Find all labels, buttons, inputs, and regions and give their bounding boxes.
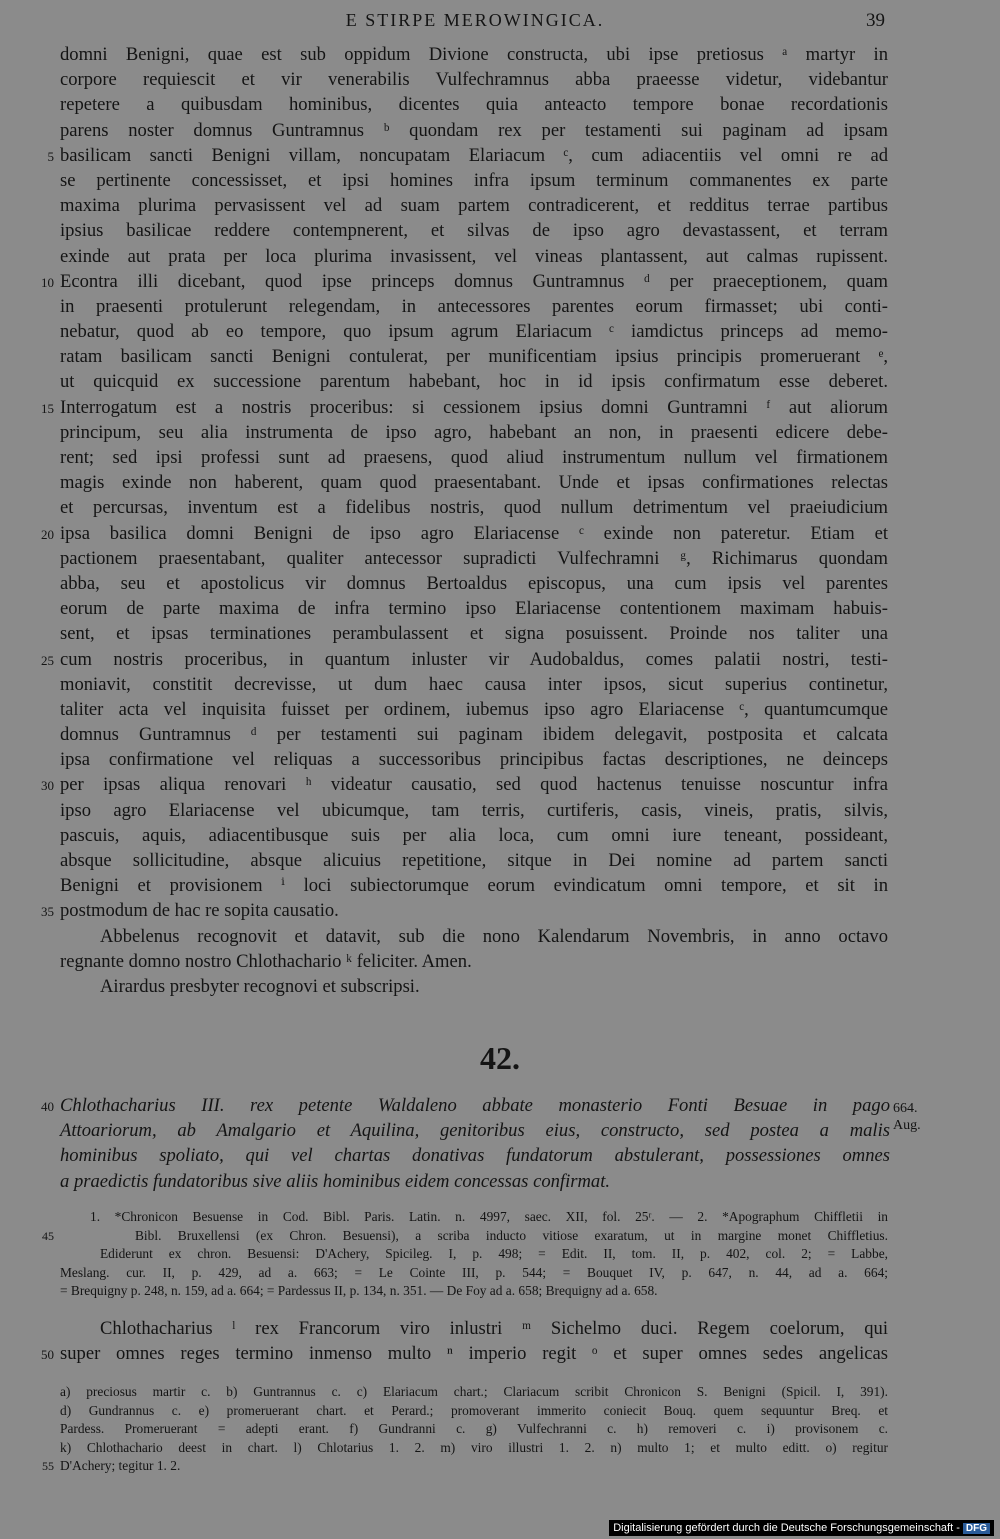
source-line (60, 1245, 888, 1264)
text-line (60, 546, 888, 571)
margin-date-month: Aug. (893, 1118, 921, 1133)
line-text: ipsius basilicae reddere contempnerent, et silvas de ipso agro devastassent, et terram (60, 220, 888, 242)
text-line (41, 772, 888, 797)
text-line (60, 747, 888, 772)
text-line (41, 647, 888, 672)
regest-summary (41, 1093, 890, 1194)
footnote-line (42, 1457, 888, 1476)
source-line (60, 1282, 888, 1301)
line-text: corpore requiescit et vir venerabilis Vulfechramnus abba praeesse videtur, videbantur (60, 69, 888, 91)
line-text: per ipsas aliqua renovari ʰ videatur causatio, sed quod hactenus tenuisse noscuntur infra (60, 774, 888, 796)
text-line (60, 168, 888, 193)
line-text: cum nostris proceribus, in quantum inluster vir Audobaldus, comes palatii nostri, testi- (60, 648, 888, 670)
text-line (60, 798, 888, 823)
text-line (60, 319, 888, 344)
line-text: ipsa confirmatione vel reliquas a successoribus principibus factas descriptiones, ne deinceps (60, 749, 888, 771)
text-line (60, 445, 888, 470)
line-text: basilicam sancti Benigni villam, noncupatam Elariacum ᶜ, cum adiacentiis vel omni re ad (60, 144, 888, 166)
page-header (60, 10, 890, 34)
text-line (60, 974, 888, 999)
line-text: ratam basilicam sancti Benigni contulerat, per munificentiam ipsius principis promeruerant ᵉ, (60, 346, 888, 368)
line-text: regnante domno nostro Chlothachario ᵏ feliciter. Amen. (60, 950, 472, 972)
source-notes (42, 1208, 888, 1301)
line-number: 35 (41, 904, 54, 920)
regest-line (41, 1093, 890, 1118)
line-text: Bibl. Bruxellensi (ex Chron. Besuensi), a scriba inducto vitiose exaratum, ut in margine monet Chiffletius. (135, 1227, 888, 1243)
main-text-block (41, 42, 888, 999)
line-text: ipso agro Elariacense vel ubicumque, tam terris, curtiferis, casis, vineis, pratis, silvis, (60, 799, 888, 821)
line-text: pascuis, aquis, adiacentibusque suis per alia loca, cum omni iure teneant, possideant, (60, 824, 888, 846)
text-line (60, 118, 888, 143)
line-text: domni Benigni, quae est sub oppidum Divione constructa, ubi ipse pretiosus ᵃ martyr in (60, 44, 888, 65)
line-text: eorum de parte maxima de infra termino ipso Elariacense contentionem maximam habuis- (60, 598, 888, 620)
line-text: absque sollicitudine, absque alicuius repetitione, sitque in Dei nomine ad partem sancti (60, 850, 888, 871)
margin-date-year: 664. (893, 1101, 918, 1116)
text-line (60, 1316, 888, 1341)
document-number: 42. (480, 1040, 520, 1076)
line-text: Econtra illi dicebant, quod ipse princeps domnus Guntramnus ᵈ per praeceptionem, quam (60, 270, 888, 292)
footnote-line (60, 1420, 888, 1439)
line-text: maxima plurima pervasissent vel ad suam partem contradicerent, et redditus terrae partibus (60, 195, 888, 217)
text-line (60, 294, 888, 319)
text-line (60, 67, 888, 92)
text-line (60, 495, 888, 520)
line-text: principum, seu alia instrumenta de ipso agro, habebant an non, in praesenti edicere debe- (60, 421, 888, 443)
line-text: Abbelenus recognovit et datavit, sub die nono Kalendarum Novembris, in anno octavo (100, 925, 888, 947)
margin-date (893, 1100, 921, 1134)
text-line (41, 395, 888, 420)
text-line (41, 269, 888, 294)
line-text: ipsa basilica domni Benigni de ipso agro Elariacense ᶜ exinde non pateretur. Etiam et (60, 522, 888, 544)
line-text: k) Chlothachario deest in chart. l) Chlotarius 1. 2. m) viro illustri 1. 2. n) multo 1; et multo editt. o) regitur (60, 1439, 888, 1455)
line-text: 1. *Chronicon Besuense in Cod. Bibl. Paris. Latin. n. 4997, saec. XII, fol. 25ʳ. — 2. *Apographum Chiffletii in (90, 1209, 888, 1224)
line-number: 50 (41, 1347, 54, 1363)
text-line (60, 42, 888, 67)
text-line (41, 1341, 888, 1366)
text-line (60, 621, 888, 646)
line-text: hominibus spoliato, qui vel chartas donativas fundatorum abstulerant, possessiones omnes (60, 1145, 890, 1167)
text-line (60, 924, 888, 949)
footnote-line (60, 1439, 888, 1458)
page-number: 39 (866, 10, 885, 31)
credit-text: Digitalisierung gefördert durch die Deutsche Forschungsgemeinschaft - (613, 1522, 960, 1534)
text-line (60, 672, 888, 697)
text-line (60, 848, 888, 873)
text-line (60, 697, 888, 722)
regest-line (60, 1118, 890, 1143)
running-title: E STIRPE MEROWINGICA. (345, 10, 605, 30)
text-line (60, 344, 888, 369)
line-number: 40 (41, 1099, 54, 1114)
line-text: magis exinde non haberent, quam quod praesentabant. Unde et ipsas confirmationes relectas (60, 472, 888, 494)
source-line (42, 1227, 888, 1246)
line-text: Chlothacharius III. rex petente Waldaleno abbate monasterio Fonti Besuae in pago (60, 1095, 890, 1116)
line-number: 5 (47, 148, 54, 164)
line-text: abba, seu et apostolicus vir domnus Bertoaldus episcopus, una cum ipsis vel parentes (60, 572, 888, 594)
text-line (60, 244, 888, 269)
line-text: d) Gundrannus c. e) promeruerant chart. et Perard.; promoverant immerito coniecit Bouq. quem sequuntur Breq. et (60, 1402, 888, 1418)
line-text: Attoariorum, ab Amalgario et Aquilina, genitoribus eius, constructo, sed postea a malis (60, 1120, 890, 1142)
text-line (60, 571, 888, 596)
line-text: Airardus presbyter recognovi et subscripsi. (100, 975, 420, 997)
line-number: 10 (41, 274, 54, 290)
footnote-line (60, 1383, 888, 1402)
line-number: 15 (41, 400, 54, 416)
text-line (41, 898, 888, 923)
line-number: 55 (42, 1459, 54, 1473)
source-line (60, 1208, 888, 1227)
line-text: taliter acta vel inquisita fuisset per ordinem, iubemus ipso agro Elariacense ᶜ, quantumcumque (60, 698, 888, 720)
text-line (60, 420, 888, 445)
line-text: Chlothacharius ˡ rex Francorum viro inlustri ᵐ Sichelmo duci. Regem coelorum, qui (100, 1318, 888, 1339)
document-text-start (41, 1316, 888, 1366)
footnote-line (60, 1402, 888, 1421)
line-number: 20 (41, 526, 54, 542)
digitization-credit (609, 1520, 994, 1536)
line-text: in praesenti protulerunt relegendam, in antecessores parentes eorum firmasset; ubi conti- (60, 295, 888, 317)
line-text: = Brequigny p. 248, n. 159, ad a. 664; = Pardessus II, p. 134, n. 351. — De Foy ad a. 658; Brequigny ad a. 658. (60, 1283, 658, 1299)
line-text: super omnes reges termino inmenso multo ⁿ imperio regit ᵒ et super omnes sedes angelicas (60, 1343, 888, 1365)
line-text: domnus Guntramnus ᵈ per testamenti sui paginam ibidem delegavit, postposita et calcata (60, 724, 888, 746)
line-text: a praedictis fundatoribus sive aliis hominibus eidem concessas confirmat. (60, 1170, 611, 1192)
line-text: sent, et ipsas terminationes perambulassent et signa posuissent. Proinde nos taliter una (60, 623, 888, 645)
line-text: et percursas, inventum est a fidelibus nostris, quod nullum detrimentum vel praeiudicium (60, 497, 888, 519)
line-number: 25 (41, 652, 54, 668)
regest-line (60, 1143, 890, 1168)
line-text: Ediderunt ex chron. Besuensi: D'Achery, Spicileg. I, p. 498; = Edit. II, tom. II, p. 402, col. 2; = Labbe, (100, 1246, 888, 1262)
line-text: Meslang. cur. II, p. 429, ad a. 663; = Le Cointe III, p. 544; = Bouquet IV, p. 647, n. 44, ad a. 664; (60, 1264, 888, 1280)
text-line (60, 193, 888, 218)
line-text: se pertinente concessisset, et ipsi homines infra ipsum terminum commanentes ex parte (60, 169, 888, 191)
line-text: a) preciosus martir c. b) Guntrannus c. c) Elariacum chart.; Clariacum scribit Chronicon S. Benigni (Spicil. I, 391). (60, 1384, 888, 1399)
line-text: rent; sed ipsi professi sunt ad praesens, quod aliud instrumentum nullum vel firmationem (60, 447, 888, 468)
text-line (60, 949, 888, 974)
line-text: postmodum de hac re sopita causatio. (60, 900, 339, 922)
line-text: Interrogatum est a nostris proceribus: si cessionem ipsius domni Guntramni ᶠ aut aliorum (60, 396, 888, 418)
line-text: parens noster domnus Guntramnus ᵇ quondam rex per testamenti sui paginam ad ipsam (60, 119, 888, 141)
text-line (60, 218, 888, 243)
line-text: exinde aut prata per loca plurima invasissent, vel vineas plantassent, aut calmas rupissent. (60, 245, 888, 267)
line-text: Pardess. Promeruerant = adepti erant. f) Gundranni c. g) Vulfechranni c. h) removeri c. i) provisonem c. (60, 1421, 888, 1436)
dfg-logo: DFG (963, 1523, 990, 1534)
line-text: pactionem praesentabant, qualiter antecessor supradicti Vulfechramni ᵍ, Richimarus quondam (60, 547, 888, 569)
text-line (60, 596, 888, 621)
line-number: 30 (41, 778, 54, 794)
text-line (60, 369, 888, 394)
text-line (41, 521, 888, 546)
text-line (60, 92, 888, 117)
line-text: D'Achery; tegitur 1. 2. (60, 1458, 181, 1473)
text-line (60, 873, 888, 898)
line-text: nebatur, quod ab eo tempore, quo ipsum agrum Elariacum ᶜ iamdictus princeps ad memo- (60, 321, 888, 343)
footnotes (42, 1383, 888, 1476)
regest-line (60, 1169, 890, 1194)
text-line (60, 722, 888, 747)
line-text: Benigni et provisionem ⁱ loci subiectorumque eorum evindicatum omni tempore, et sit in (60, 875, 888, 897)
line-number: 45 (42, 1228, 54, 1243)
text-line (60, 470, 888, 495)
source-line (60, 1264, 888, 1283)
line-text: moniavit, constitit decrevisse, ut dum haec causa inter ipsos, sicut superius continetur, (60, 673, 888, 695)
line-text: repetere a quibusdam hominibus, dicentes quia anteacto tempore bonae recordationis (60, 94, 888, 116)
text-line (60, 823, 888, 848)
text-line (47, 143, 888, 168)
line-text: ut quicquid ex successione parentum habebant, hoc in id ipsis confirmatum esse deberet. (60, 371, 888, 393)
